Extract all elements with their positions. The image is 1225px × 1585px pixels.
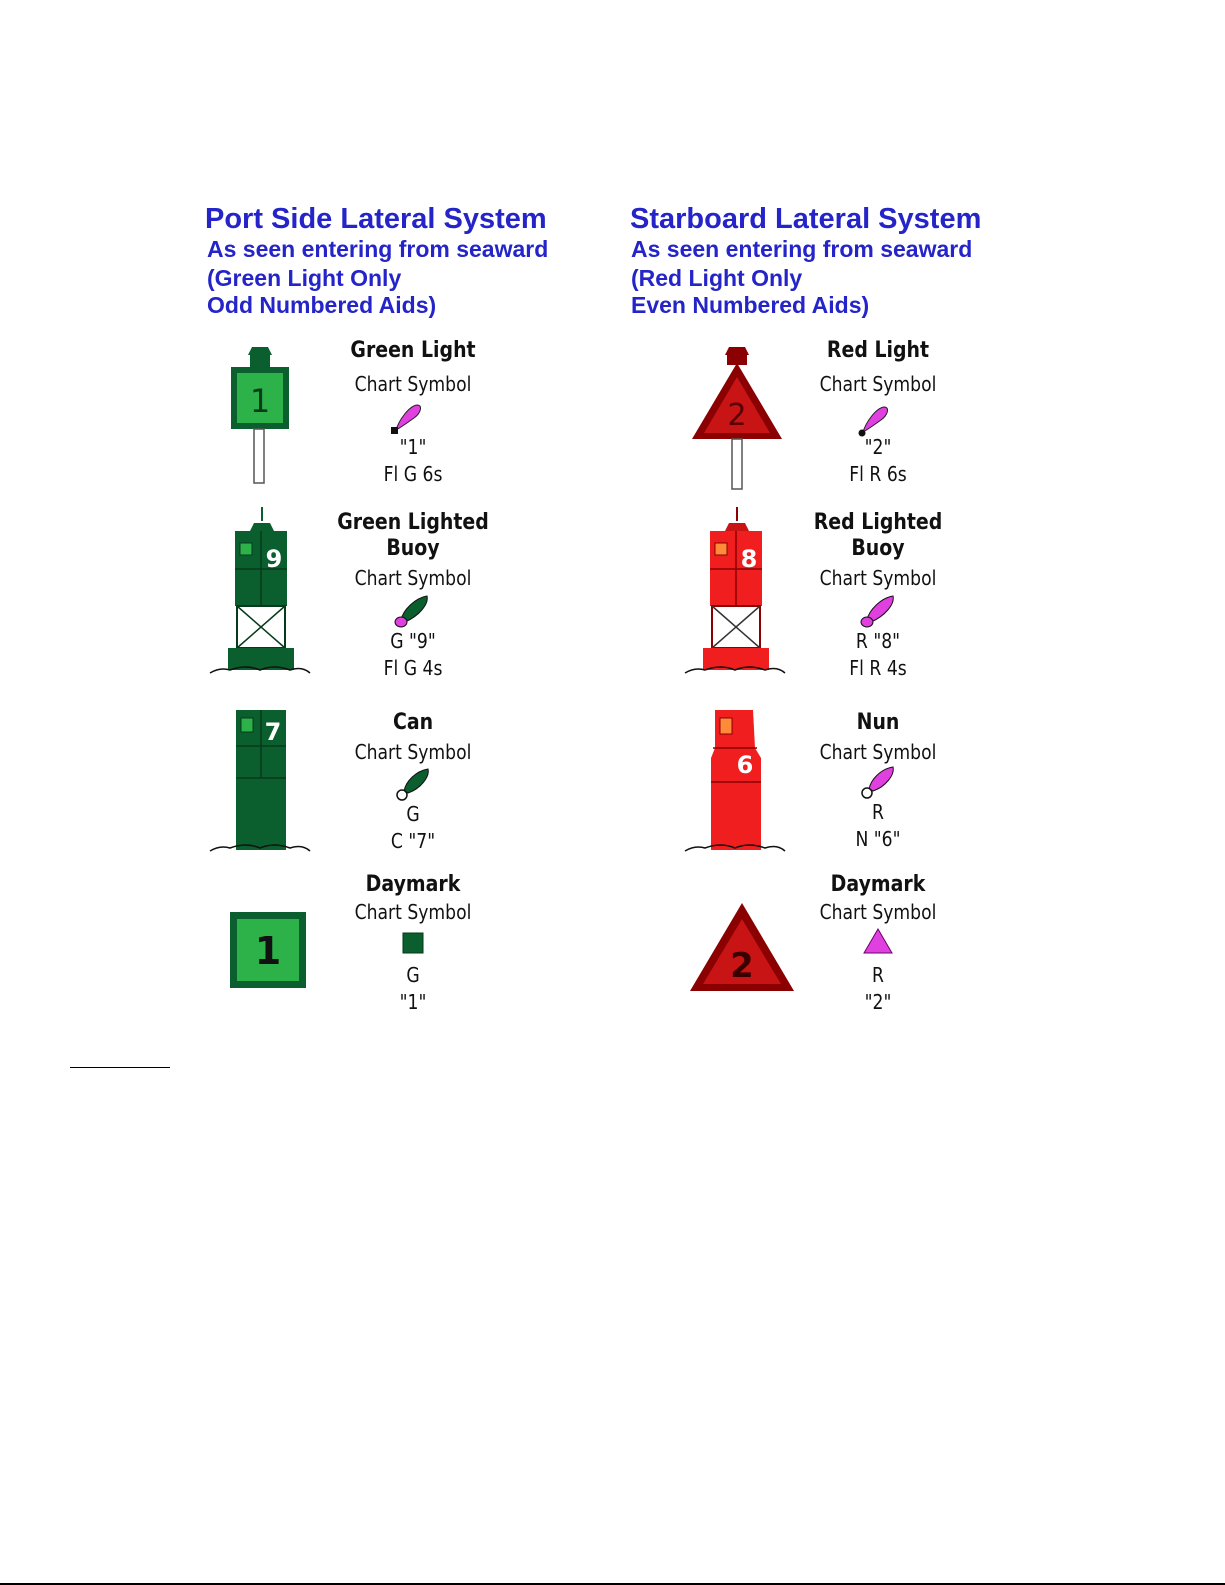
nun-chart-symbol-label: Chart Symbol [819,740,937,764]
can-number: 7 [264,718,282,746]
green-daymark-label-1: G [406,963,420,987]
red-buoy-title-2: Buoy [851,536,905,561]
red-buoy-title: Red Lighted [813,510,943,535]
starboard-heading-line-2: (Red Light Only [631,265,803,291]
can-title: Can [392,710,434,735]
green-light-chart-symbol-label: Chart Symbol [354,372,472,396]
red-daymark-label-2: "2" [864,990,892,1014]
red-light-chart-symbol-label: Chart Symbol [819,372,937,396]
red-light-label-2: Fl R 6s [849,462,907,486]
starboard-heading-line-1: As seen entering from seaward [631,236,973,262]
green-daymark-number: 1 [254,929,282,973]
port-heading-line-2: (Green Light Only [207,265,402,291]
nun-title: Nun [856,710,900,735]
green-buoy-chart-symbol-label: Chart Symbol [354,566,472,590]
starboard-heading-title: Starboard Lateral System [630,203,982,235]
red-daymark-label-1: R [872,963,884,987]
can-label-1: G [406,802,420,826]
nun-label-2: N "6" [855,827,901,851]
red-daymark-chart-symbol-label: Chart Symbol [819,900,937,924]
green-light-title: Green Light [350,338,476,363]
green-buoy-label-1: G "9" [390,629,436,653]
green-light-label-1: "1" [399,435,427,459]
nun-number: 6 [736,751,754,779]
red-daymark-chart-symbol-icon [863,928,893,959]
green-light-figure [225,343,295,488]
green-daymark-title: Daymark [365,872,461,897]
footnote-separator [70,1067,170,1068]
green-lighted-buoy-figure [208,507,313,677]
red-buoy-label-1: R "8" [855,629,901,653]
green-light-number: 1 [249,382,271,420]
red-buoy-number: 8 [740,545,758,573]
nun-label-1: R [872,800,884,824]
green-daymark-label-2: "1" [399,990,427,1014]
red-buoy-chart-symbol-label: Chart Symbol [819,566,937,590]
red-light-title: Red Light [826,338,930,363]
can-chart-symbol-label: Chart Symbol [354,740,472,764]
red-light-label-1: "2" [864,435,892,459]
red-buoy-label-2: Fl R 4s [849,656,907,680]
green-buoy-title: Green Lighted [337,510,489,535]
port-heading-line-3: Odd Numbered Aids) [207,292,437,318]
green-daymark-chart-symbol-icon [402,932,424,959]
green-daymark-figure [230,912,306,988]
green-buoy-number: 9 [265,545,283,573]
can-label-2: C "7" [390,829,436,853]
red-light-number: 2 [727,398,747,433]
port-heading-title: Port Side Lateral System [205,203,547,235]
green-buoy-label-2: Fl G 4s [383,656,443,680]
red-daymark-title: Daymark [830,872,926,897]
starboard-heading-line-3: Even Numbered Aids) [631,292,870,318]
green-buoy-title-2: Buoy [386,536,440,561]
can-buoy-figure [208,708,313,858]
green-daymark-chart-symbol-label: Chart Symbol [354,900,472,924]
port-heading-line-1: As seen entering from seaward [207,236,549,262]
red-daymark-number: 2 [730,946,754,986]
green-light-label-2: Fl G 6s [383,462,443,486]
